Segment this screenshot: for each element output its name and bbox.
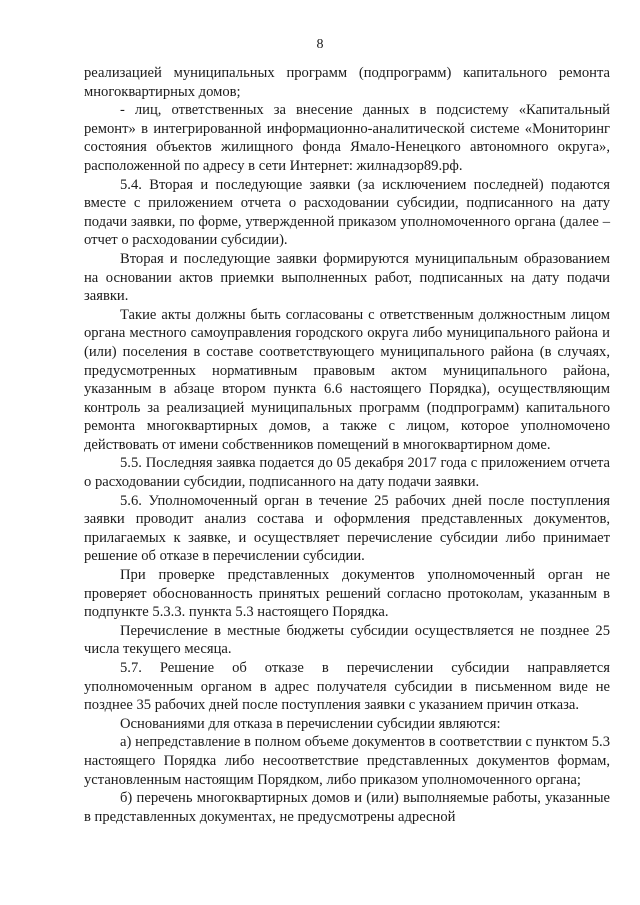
- paragraph-5: Такие акты должны быть согласованы с ответственным должностным лицом органа местного самоуправления городского округа либо муниципального района и (или) поселения в составе соответствующего муниципального района (в случаях, предусмотренных нормативным правовым актом муниципального района, указанным в абзаце втором пункта 6.6 настоящего Порядка), осуществляющим контроль за реализацией муниципальных программ (подпрограмм) капитального ремонта многоквартирных домов, а также с лицом, которое уполномочено действовать от имени собственников помещений в многоквартирном доме.: [84, 306, 610, 453]
- paragraph-2: - лиц, ответственных за внесение данных в подсистему «Капитальный ремонт» в интегрированной информационно-аналитической системе «Мониторинг состояния объектов жилищного фонда Ямало-Ненецкого автономного округа», расположенной по адресу в сети Интернет: жилнадзор89.рф.: [84, 102, 610, 174]
- page-number: 8: [316, 37, 324, 52]
- document-body: [84, 64, 610, 826]
- paragraph-3: 5.4. Вторая и последующие заявки (за исключением последней) подаются вместе с приложением отчета о расходовании субсидии, подписанного на дату подачи заявки, по форме, утвержденной приказом уполномоченного органа (далее – отчет о расходовании субсидии).: [84, 176, 610, 249]
- paragraph-10: 5.7. Решение об отказе в перечислении субсидии направляется уполномоченным органом в адрес получателя субсидии в письменном виде не позднее 35 рабочих дней после поступления заявки с указанием причин отказа.: [84, 660, 610, 714]
- paragraph-12: а) непредставление в полном объеме документов в соответствии с пунктом 5.3 настоящего Порядка либо несоответствие представленных документов формам, установленным настоящим Порядком, либо приказом уполномоченного органа;: [84, 734, 610, 788]
- paragraph-7: 5.6. Уполномоченный орган в течение 25 рабочих дней после поступления заявки проводит анализ состава и оформления представленных документов, прилагаемых к заявке, и осуществляет перечисление субсидии либо принимает решение об отказе в перечислении субсидии.: [84, 492, 610, 565]
- paragraph-11: Основаниями для отказа в перечислении субсидии являются:: [120, 715, 501, 732]
- paragraph-1: реализацией муниципальных программ (подпрограмм) капитального ремонта многоквартирных домов;: [84, 65, 610, 100]
- paragraph-9: Перечисление в местные бюджеты субсидии осуществляется не позднее 25 числа текущего месяца.: [84, 622, 610, 658]
- paragraph-6: 5.5. Последняя заявка подается до 05 декабря 2017 года с приложением отчета о расходовании субсидии, подписанного на дату подачи заявки.: [84, 455, 610, 491]
- paragraph-4: Вторая и последующие заявки формируются муниципальным образованием на основании актов приемки выполненных работ, подписанных на дату подачи заявки.: [84, 250, 610, 305]
- paragraph-8: При проверке представленных документов уполномоченный орган не проверяет обоснованность принятых решений согласно протоколам, указанным в подпункте 5.3.3. пункта 5.3 настоящего Порядка.: [84, 567, 610, 621]
- paragraph-13: б) перечень многоквартирных домов и (или) выполняемые работы, указанные в представленных документах, не предусмотрены адресной: [84, 790, 610, 825]
